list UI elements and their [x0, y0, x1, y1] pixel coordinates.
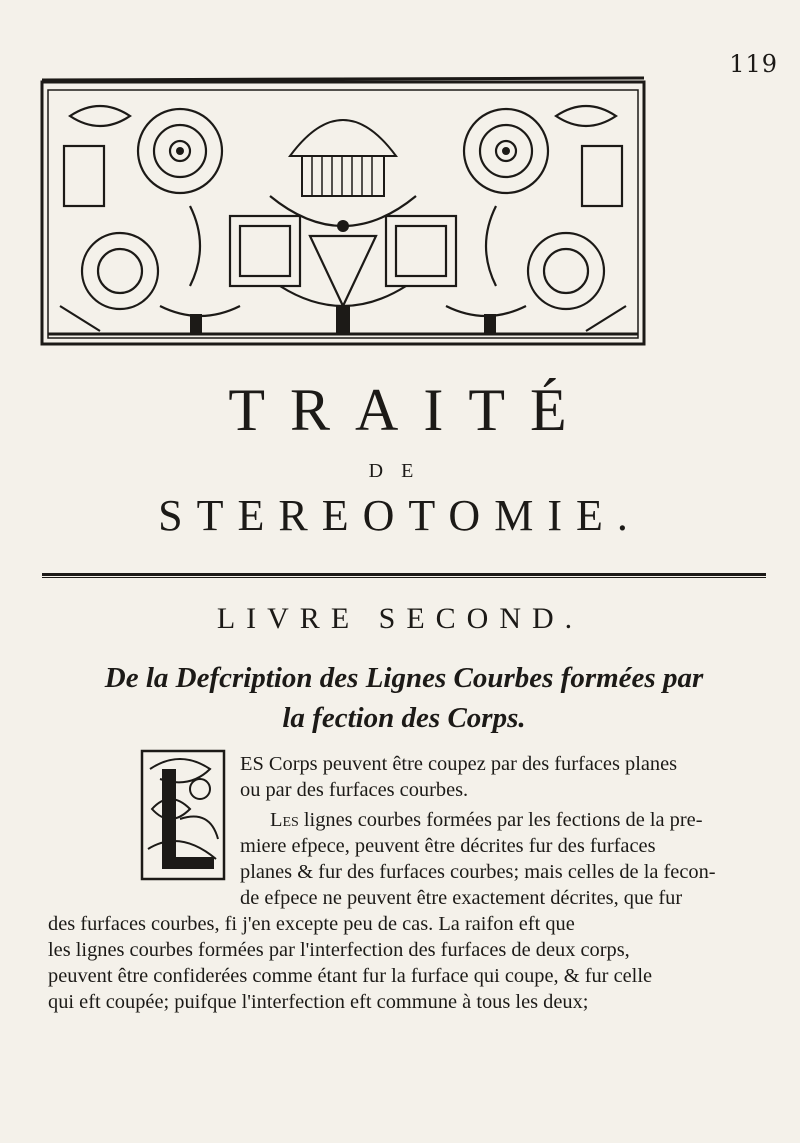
ornamental-headpiece [40, 76, 646, 346]
text-line: qui eft coupée; puifque l'interfection eft commune à tous les deux; [48, 991, 589, 1013]
small-caps-lead: Les [270, 809, 299, 831]
text-line: des furfaces courbes, fi j'en excepte peu de cas. La raifon eft que [48, 913, 575, 935]
decorated-initial-icon [140, 749, 226, 881]
paragraph-2 [240, 807, 764, 911]
treatise-subject: STEREOTOMIE. [158, 491, 642, 540]
chapter-title [40, 658, 768, 738]
text-line [240, 807, 764, 833]
horizontal-rule [42, 573, 766, 578]
text-line: ES Corps peuvent être coupez par des furfaces planes [240, 753, 678, 775]
text-line: miere efpece, peuvent être décrites fur des furfaces [240, 835, 656, 857]
text-line: de efpece ne peuvent être exactement décrites, que fur [240, 887, 683, 909]
paragraph-3 [48, 911, 764, 1015]
page-number: 119 [729, 50, 778, 78]
chapter-title-line-1: De la Defcription des Lignes Courbes formées par [104, 662, 704, 694]
paragraph-1 [240, 751, 764, 803]
title-connector: DE [368, 460, 432, 482]
text-line: les lignes courbes formées par l'interfection des furfaces de deux corps, [48, 939, 630, 961]
text-line: planes & fur des furfaces courbes; mais celles de la fecon- [240, 861, 716, 883]
book-heading: LIVRE SECOND. [216, 602, 584, 635]
text-line: peuvent être confiderées comme étant fur la furface qui coupe, & fur celle [48, 965, 653, 987]
text-line-rest: lignes courbes formées par les fections de la pre- [298, 809, 703, 831]
text-line: ou par des furfaces courbes. [240, 779, 469, 801]
treatise-title: TRAITÉ [228, 377, 592, 443]
chapter-title-line-2: la fection des Corps. [282, 702, 526, 734]
